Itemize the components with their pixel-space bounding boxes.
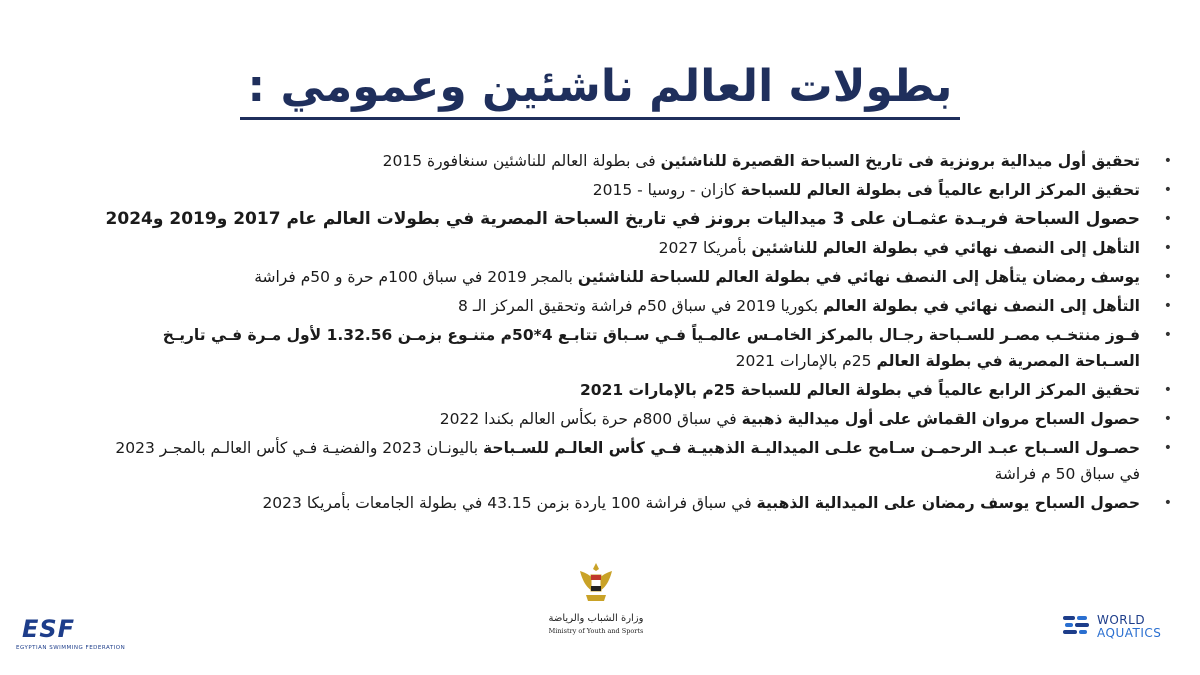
list-item [100,322,1178,374]
eagle-emblem-icon [576,561,616,605]
ministry-name-english: Ministry of Youth and Sports [548,627,644,635]
item-text: بأمريكا 2027 [658,239,752,257]
item-text: بالمجر 2019 في سباق 100م حرة و 50م فراشة [254,268,578,286]
list-item [100,490,1178,516]
achievements-list [100,148,1178,519]
item-text: بكوريا 2019 في سباق 50م فراشة وتحقيق المركز الـ 8 [458,297,823,315]
bullet-icon: • [1163,182,1172,198]
bullet-icon: • [1163,440,1172,456]
list-item [100,406,1178,432]
bullet-icon: • [1163,411,1172,427]
bullet-icon: • [1163,211,1172,227]
bullet-icon: • [1163,269,1172,285]
ministry-name-arabic: وزارة الشباب والرياضة [548,613,644,624]
item-bold-text: التأهل إلى النصف نهائي في بطولة العالم للناشئين [751,239,1140,257]
title-container [0,62,1200,120]
bullet-icon: • [1163,327,1172,343]
list-item [100,377,1178,403]
item-bold-text: التأهل إلى النصف نهائي في بطولة العالم [823,297,1140,315]
bullet-icon: • [1163,382,1172,398]
item-bold-text: حصـول السـباح عبـد الرحمـن سـامح علـى الميداليـة الذهبيـة فـي كأس العالـم للسـباحة [483,439,1140,457]
item-bold-text: تحقيق أول ميدالية برونزية فى تاريخ السباحة القصيرة للناشئين [660,152,1140,170]
item-text: كازان - روسيا - 2015 [592,181,741,199]
list-item [100,435,1178,487]
list-item [100,206,1178,232]
bullet-icon: • [1163,495,1172,511]
bullet-icon: • [1163,240,1172,256]
esf-logo-caption: EGYPTIAN SWIMMING FEDERATION [16,645,126,651]
item-bold-text: حصول السباح يوسف رمضان على الميدالية الذهبية [756,494,1140,512]
bullet-icon: • [1163,298,1172,314]
bullet-icon: • [1163,153,1172,169]
world-aquatics-line1: WORLD [1097,613,1146,627]
item-text: في سباق 800م حرة بكأس العالم بكندا 2022 [439,410,742,428]
list-item [100,293,1178,319]
ministry-logo [546,561,646,653]
item-text: في سباق فراشة 100 ياردة بزمن 43.15 في بطولة الجامعات بأمريكا 2023 [262,494,757,512]
item-bold-text: حصول السباح مروان القماش على أول ميدالية ذهبية [741,410,1140,428]
list-item [100,235,1178,261]
esf-logo-mark: ESF [22,615,76,643]
world-aquatics-text [1097,614,1161,640]
world-aquatics-line2: AQUATICS [1097,626,1162,640]
esf-logo [14,615,124,661]
page-title: بطولات العالم ناشئين وعمومي : [240,62,961,120]
item-text: 25م بالإمارات 2021 [735,352,877,370]
item-bold-text: يوسف رمضان يتأهل إلى النصف نهائي في بطولة العالم للسباحة للناشئين [577,268,1140,286]
item-bold-text: حصول السباحة فريـدة عثمـان على 3 ميداليات برونز في تاريخ السباحة المصرية في بطولات العالم عام 2017 و2019 و2024 [105,209,1140,229]
item-bold-text: تحقيق المركز الرابع عالمياً فى بطولة العالم للسباحة [740,181,1140,199]
item-bold-text: تحقيق المركز الرابع عالمياً في بطولة العالم للسباحة 25م بالإمارات 2021 [580,381,1140,399]
list-item [100,177,1178,203]
list-item [100,148,1178,174]
world-aquatics-logo [1061,609,1186,649]
world-aquatics-wave-icon [1061,611,1091,641]
list-item [100,264,1178,290]
item-text: باليونـان 2023 والفضيـة فـي كأس العالـم بالمجـر 2023 في سباق 50 م فراشة [115,439,1140,483]
item-bold-text: فـوز منتخـب مصـر للسـباحة رجـال بالمركز الخامـس عالمـياً فـي سـباق تتابـع 4*50م متنـوع بزمـن 1.32.56 لأول مـرة فـي تاريـخ السـباحة المصرية في بطولة العالم [162,326,1140,370]
item-text: فى بطولة العالم للناشئين سنغافورة 2015 [382,152,661,170]
